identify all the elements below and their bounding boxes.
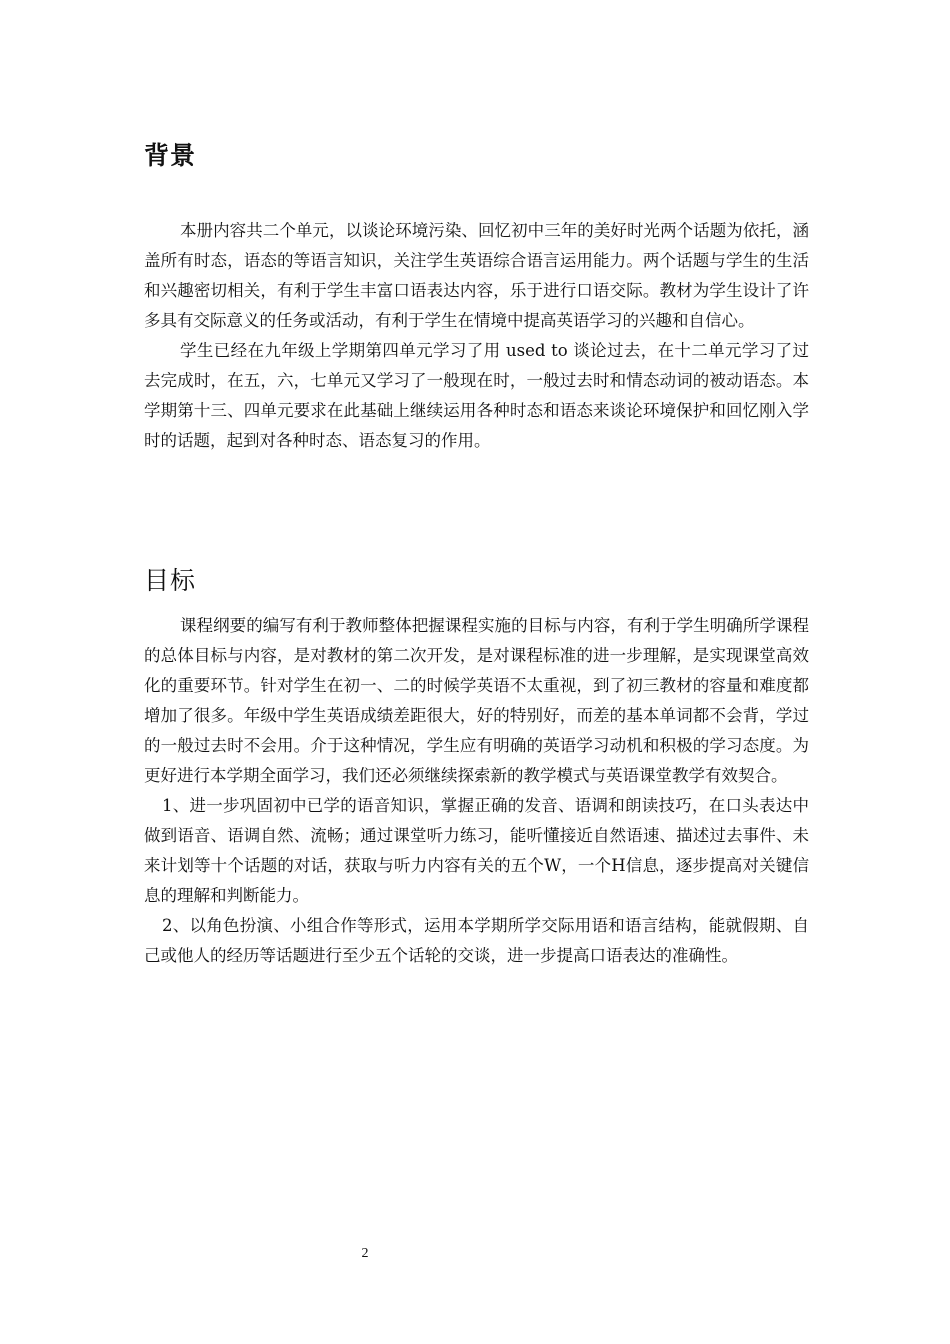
list-item: 1、进一步巩固初中已学的语音知识，掌握正确的发音、语调和朗读技巧，在口头表达中做到语音、语调自然、流畅；通过课堂听力练习，能听懂接近自然语速、描述过去事件、未来计划等十个话题的对话，获取与听力内容有关的五个W，一个H信息，逐步提高对关键信息的理解和判断能力。 xyxy=(144,796,809,905)
paragraph: 课程纲要的编写有利于教师整体把握课程实施的目标与内容，有利于学生明确所学课程的总体目标与内容，是对教材的第二次开发，是对课程标准的进一步理解，是实现课堂高效化的重要环节。针对学生在初一、二的时候学英语不太重视，到了初三教材的容量和难度都增加了很多。年级中学生英语成绩差距很大，好的特别好，而差的基本单词都不会背，学过的一般过去时不会用。介于这种情况，学生应有明确的英语学习动机和积极的学习态度。为更好进行本学期全面学习，我们还必须继续探索新的教学模式与英语课堂教学有效契合。 xyxy=(144,616,809,785)
paragraph: 本册内容共二个单元，以谈论环境污染、回忆初中三年的美好时光两个话题为依托，涵盖所有时态，语态的等语言知识，关注学生英语综合语言运用能力。两个话题与学生的生活和兴趣密切相关，有利于学生丰富口语表达内容，乐于进行口语交际。教材为学生设计了许多具有交际意义的任务或活动，有利于学生在情境中提高英语学习的兴趣和自信心。 xyxy=(144,221,809,330)
section-heading-goals: 目标 xyxy=(144,566,197,595)
page-number: 2 xyxy=(361,1246,369,1261)
section-body-background xyxy=(144,216,809,456)
section-heading-background: 背景 xyxy=(144,141,197,170)
list-item: 2、以角色扮演、小组合作等形式，运用本学期所学交际用语和语言结构，能就假期、自己或他人的经历等话题进行至少五个话轮的交谈，进一步提高口语表达的准确性。 xyxy=(144,916,809,965)
section-body-goals xyxy=(144,611,809,971)
paragraph: 学生已经在九年级上学期第四单元学习了用 used to 谈论过去，在十二单元学习了过去完成时，在五，六，七单元又学习了一般现在时，一般过去时和情态动词的被动语态。本学期第十三、四单元要求在此基础上继续运用各种时态和语态来谈论环境保护和回忆刚入学时的话题，起到对各种时态、语态复习的作用。 xyxy=(144,341,809,450)
